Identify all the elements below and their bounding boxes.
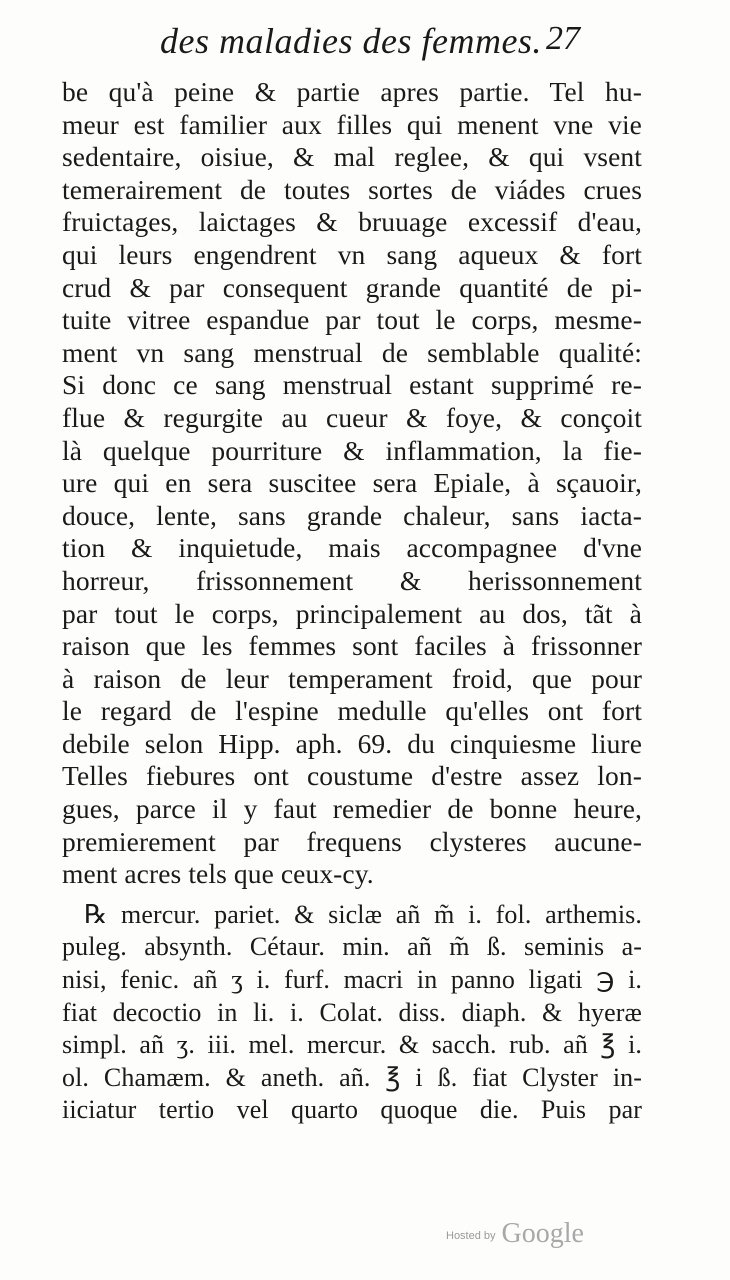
text-line: simpl. añ ʒ. iii. mel. mercur. & sacch. rub. añ ℥ i.	[62, 1030, 642, 1060]
text-line: là quelque pourriture & inflammation, la fie-	[62, 434, 642, 466]
text-line: crud & par consequent grande quantité de pi-	[62, 271, 642, 303]
paragraph-recipe	[62, 899, 642, 1127]
text-line: gues, parce il y faut remedier de bonne heure,	[62, 793, 642, 825]
text-line: par tout le corps, principalement au dos, tãt à	[62, 597, 642, 629]
text-line: ment vn sang menstrual de semblable qualité:	[62, 336, 642, 368]
text-line: be qu'à peine & partie apres partie. Tel hu-	[62, 76, 642, 107]
text-line: ment acres tels que ceux-cy.	[62, 858, 374, 890]
text-line: flue & regurgite au cueur & foye, & conçoit	[62, 401, 642, 433]
text-line: premierement par frequens clysteres aucune-	[62, 825, 642, 857]
hosted-by-watermark	[446, 1218, 584, 1252]
text-line: ℞ mercur. pariet. & siclæ añ m̃ i. fol. arthemis.	[84, 899, 642, 929]
text-line: à raison de leur temperament froid, que pour	[62, 662, 642, 694]
page-header	[150, 18, 650, 68]
text-line: horreur, frissonnement & herissonnement	[62, 564, 642, 596]
running-title: des maladies des femmes.	[160, 21, 542, 61]
body-text	[62, 76, 642, 1127]
text-line: iiciatur tertio vel quarto quoque die. Puis par	[62, 1095, 642, 1125]
text-line: qui leurs engendrent vn sang aqueux & fort	[62, 238, 642, 270]
text-line: tuite vitree espandue par tout le corps, mesme-	[62, 304, 642, 336]
text-line: nisi, fenic. añ ʒ i. furf. macri in panno ligati ℈ i.	[62, 965, 642, 995]
google-logo: Google	[501, 1218, 584, 1249]
text-line: debile selon Hipp. aph. 69. du cinquiesme liure	[62, 727, 642, 759]
text-line: Telles fiebures ont coustume d'estre assez lon-	[62, 760, 642, 792]
text-line: temerairement de toutes sortes de viádes crues	[62, 173, 642, 205]
text-line: ol. Chamæm. & aneth. añ. ℥ i ß. fiat Clyster in-	[62, 1062, 642, 1092]
text-line: ure qui en sera suscitee sera Epiale, à sçauoir,	[62, 467, 642, 499]
watermark-prefix: Hosted by	[446, 1230, 496, 1242]
text-line: meur est familier aux filles qui menent vne vie	[62, 108, 642, 140]
paragraph-main	[62, 76, 642, 891]
text-line: sedentaire, oisiue, & mal reglee, & qui vsent	[62, 141, 642, 173]
text-line: tion & inquietude, mais accompagnee d'vne	[62, 532, 642, 564]
text-line: le regard de l'espine medulle qu'elles ont fort	[62, 695, 642, 727]
text-line: fiat decoctio in li. i. Colat. diss. diaph. & hyeræ	[62, 997, 642, 1027]
paragraph-gap	[62, 891, 642, 899]
page-number: 27	[546, 20, 580, 57]
text-line: douce, lente, sans grande chaleur, sans iacta-	[62, 499, 642, 531]
text-line: Si donc ce sang menstrual estant supprimé re-	[62, 369, 642, 401]
text-line: puleg. absynth. Cétaur. min. añ m̃ ß. seminis a-	[62, 932, 642, 962]
text-line: raison que les femmes sont faciles à frissonner	[62, 630, 642, 662]
text-line: fruictages, laictages & bruuage excessif d'eau,	[62, 206, 642, 238]
